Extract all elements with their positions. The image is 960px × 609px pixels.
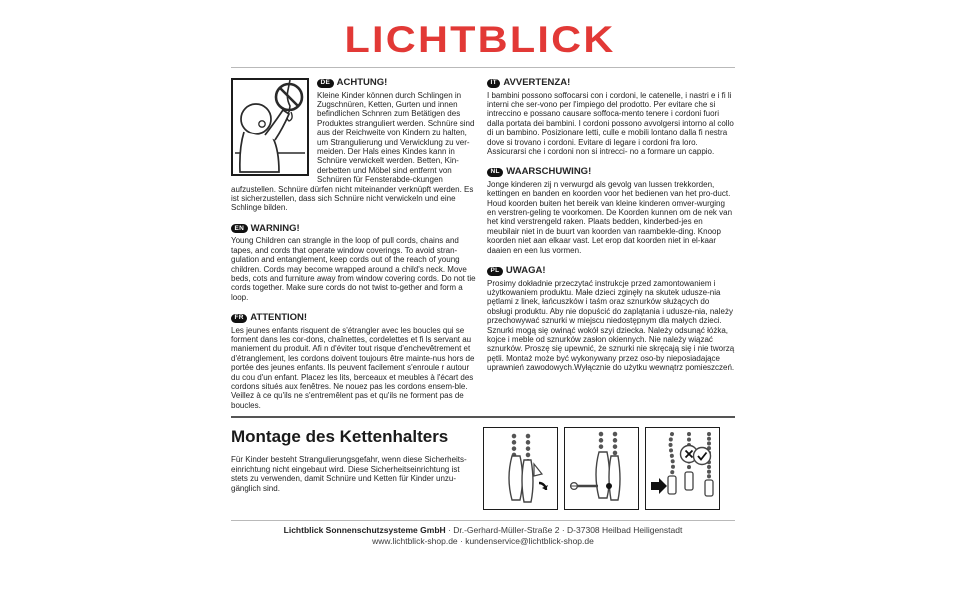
footer-contact-line: www.lichtblick-shop.de · kundenservice@lichtblick-shop.de bbox=[372, 535, 594, 546]
warning-section-nl bbox=[487, 167, 735, 255]
warning-heading-fr bbox=[231, 313, 479, 323]
footer-divider bbox=[231, 520, 735, 521]
warning-section-de bbox=[231, 78, 479, 213]
language-badge-en: EN bbox=[231, 224, 248, 233]
lichtblick-logo: LICHTBLICK bbox=[344, 19, 616, 60]
language-badge-de: DE bbox=[317, 79, 334, 88]
child-reaching-cord-prohibited-icon bbox=[231, 78, 309, 176]
footer bbox=[231, 525, 735, 546]
montage-row bbox=[231, 427, 735, 510]
warning-heading-nl bbox=[487, 167, 735, 177]
warning-body-nl: Jonge kinderen zij n verwurgd als gevolg van lussen trekkorden, kettingen en banden en koorden voor het bedienen van het pro-duct. Houd koorden buiten het bereik van kleine kinderen omver-wurging en verstren-geling te voorkomen. De Koorden kunnen om de nek van het kind verstrengeld raken. Plaats bedden, kinderbed-jes en meubilair niet in de buurt van koorden van raambekle-ding. Knoop koorden niet aan elkaar vast. Let erop dat koorden niet in el-kaar daaien en een lus vormen. bbox=[487, 179, 733, 255]
montage-step-illustrations bbox=[483, 427, 720, 510]
right-column bbox=[487, 78, 735, 408]
warning-section-en bbox=[231, 224, 479, 302]
warning-title-pl: UWAGA! bbox=[505, 265, 546, 277]
warning-body-it: I bambini possono soffocarsi con i cordoni, le catenelle, i nastri e i fi li interni che ser-vono per l'impiego del prodotto. Per evitare che si intreccino e possano causare soffoca-mento tenere i cordoni fuori dalla portata dei bambini. I cordoni possono avvolgersi intorno al collo di un bambino. Posizionare letti, culle e mobili lontano dalla fi nestra dove si trovano i cordoni. Evitare di legare i cordoni fra loro. Assicurarsi che i cordoni non si intrecci- no a formare un cappio. bbox=[487, 90, 734, 156]
language-badge-it: IT bbox=[487, 79, 500, 88]
warning-title-nl: WAARSCHUWING! bbox=[506, 166, 592, 178]
montage-section bbox=[231, 416, 735, 546]
footer-address-line bbox=[231, 525, 735, 546]
warning-title-en: WARNING! bbox=[250, 222, 300, 234]
warning-body-pl: Prosimy dokładnie przeczytać instrukcje przed zamontowaniem i użytkowaniem produktu. Małe dzieci zginęły na skutek udusze-nia pętlami z linek, łańcuszków i taśm oraz sznurków służących do obsługi produktu. Aby nie dopuścić do zaplątania i udusze-nia, należy przechowywać sznurki w miejscu niedostępnym dla małych dzieci. Sznurki mogą się owinąć wokół szyi dziecka. Należy odsunąć łóżka, kojce i meble od sznurków zasłon okiennych. Nie należy wiązać sznurków. Proszę się upewnić, że sznurki nie skręcają się i nie tworzą pętli. Montaż może być wykonywany przez oso-by nieposiadające uprawnień zawodowych.Wyłącznie do użytku wewnątrz pomieszczeń. bbox=[487, 278, 735, 373]
warning-title-fr: ATTENTION! bbox=[250, 312, 308, 324]
top-divider bbox=[231, 67, 735, 68]
chain-holder-screw-icon bbox=[564, 427, 639, 510]
warning-heading-pl bbox=[487, 266, 735, 276]
chain-holder-rotate-icon bbox=[483, 427, 558, 510]
warning-section-pl bbox=[487, 266, 735, 373]
warning-title-de: ACHTUNG! bbox=[336, 77, 388, 88]
warning-body-en: Young Children can strangle in the loop of pull cords, chains and tapes, and cords that operate window coverings. To avoid stran-gulation and entanglement, keep cords out of the reach of young children. Cords may become wrapped around a child's neck. Move beds, cots and furniture away from window covering cords. Do not tie cords together. Make sure cords do not twist to-gether and form a loop. bbox=[231, 236, 476, 302]
language-badge-fr: FR bbox=[231, 314, 247, 323]
footer-company-name: Lichtblick Sonnenschutzsysteme GmbH bbox=[283, 525, 446, 535]
warning-heading-it bbox=[487, 78, 735, 88]
montage-divider bbox=[231, 416, 735, 418]
warning-section-it bbox=[487, 78, 735, 156]
warning-heading-en bbox=[231, 224, 479, 234]
warning-title-it: AVVERTENZA! bbox=[503, 77, 571, 88]
language-badge-nl: NL bbox=[487, 168, 503, 177]
header bbox=[0, 19, 960, 62]
warning-columns bbox=[231, 78, 735, 408]
document-content bbox=[231, 67, 735, 546]
warning-body-de: Kleine Kinder können durch Schlingen in Zugschnüren, Ketten, Gurten und innen befindlichen Schnren zum Betätigen des Produktes stranguliert werden. Schnüre sind aus der Reichweite von Kindern zu halten, um Strangulierung und Verwicklung zu ver-meiden. Der Hals eines Kindes kann in Schnüre verwickelt werden. Betten, Kin-derbetten und Möbel sind entfernt von Schnüren für Fensterabde-ckungen aufzustellen. Schnüre dürfen nicht miteinander verknüpft werden. Es ist sicherzustellen, dass sich Schnüre nicht verwickeln und eine Schlinge bilden. bbox=[231, 90, 475, 213]
language-badge-pl: PL bbox=[487, 267, 503, 276]
left-column bbox=[231, 78, 479, 408]
montage-text-block bbox=[231, 427, 481, 510]
warning-body-fr: Les jeunes enfants risquent de s'étrangler avec les boucles qui se forment dans les cor-dons, chaînettes, cordelettes et fi ls servant au maniement du produit. Afi n d'éviter tout risque d'enchevêtrement et d'étranglement, les cordons doivent toujours être mainte-nus hors de portée des jeunes enfants. Ils peuvent facilement s'enroule r autour du cou d'un enfant. Placez les lits, berceaux et meubles à l'écart des cordons situés aux fenêtres. Ne nouez pas les cordons ensem-ble. Veillez à ce qu'ils ne s'entremêlent pas et qu'ils ne forment pas de boucles. bbox=[231, 325, 475, 410]
warning-section-fr bbox=[231, 313, 479, 410]
footer-address: · Dr.-Gerhard-Müller-Straße 2 · D-37308 Heilbad Heiligenstadt bbox=[445, 525, 683, 535]
chain-tension-wrong-right-icon bbox=[645, 427, 720, 510]
montage-title: Montage des Kettenhalters bbox=[231, 427, 449, 446]
montage-body: Für Kinder besteht Strangulierungsgefahr, wenn diese Sicherheits-einrichtung nicht eingebaut wird. Diese Sicherheitseinrichtung ist stets zu verwenden, damit Schnüre und Ketten für Kinder unzu-gänglich sind. bbox=[231, 455, 467, 493]
